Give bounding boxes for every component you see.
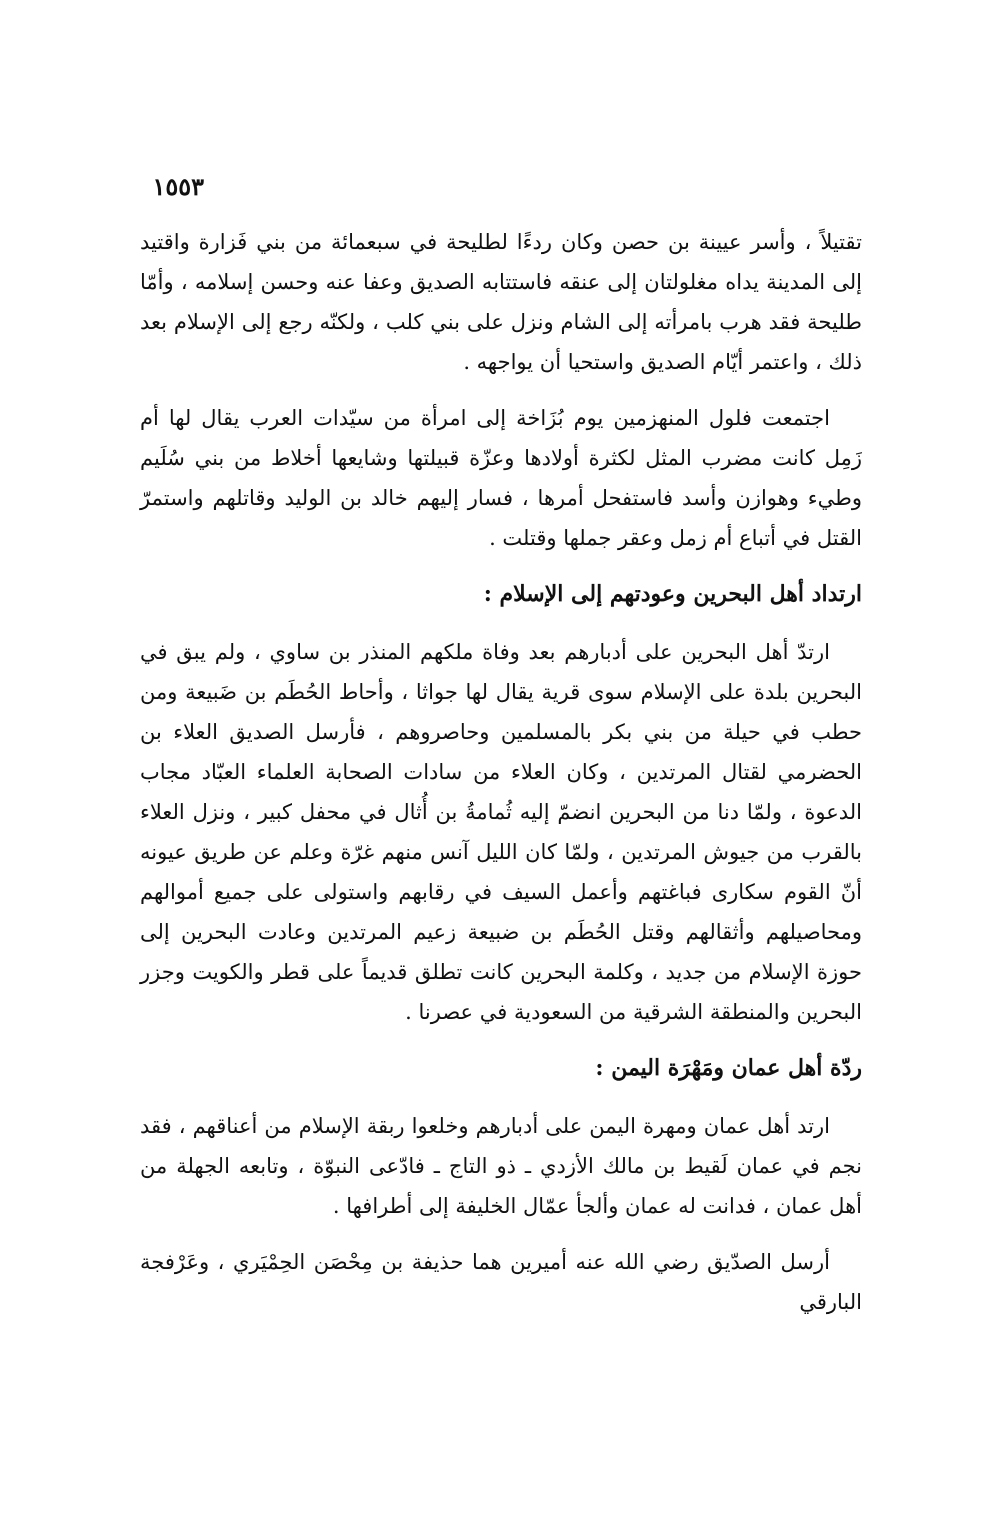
paragraph-bahrain: ارتدّ أهل البحرين على أدبارهم بعد وفاة ملكهم المنذر بن ساوي ، ولم يبق في البحرين بلدة على الإسلام سوى قرية يقال لها جواثا ، وأحاط الحُطَم بن ضَبيعة ومن حطب في حيلة من بني بكر بالمسلمين وحاصروهم ، فأرسل الصديق العلاء بن الحضرمي لقتال المرتدين ، وكان العلاء من سادات الصحابة العلماء العبّاد مجاب الدعوة ، ولمّا دنا من البحرين انضمّ إليه ثُمامةُ بن أُثال في محفل كبير ، ونزل العلاء بالقرب من جيوش المرتدين ، ولمّا كان الليل آنس منهم غرّة وعلم عن طريق عيونه أنّ القوم سكارى فباغتهم وأعمل السيف في رقابهم واستولى على جميع أموالهم ومحاصيلهم وأثقالهم وقتل الحُطَم بن ضبيعة زعيم المرتدين وعادت البحرين إلى حوزة الإسلام من جديد ، وكلمة البحرين كانت تطلق قديماً على قطر والكويت وجزر البحرين والمنطقة الشرقية من السعودية في عصرنا . [140,640,862,1024]
heading-oman-mahra: ردّة أهل عمان ومَهْرَة اليمن : [595,1055,862,1081]
page-body [140,222,862,1338]
paragraph-oman: ارتد أهل عمان ومهرة اليمن على أدبارهم وخلعوا ربقة الإسلام من أعناقهم ، فقد نجم في عمان لَقيط بن مالك الأزدي ـ ذو التاج ـ فادّعى النبوّة ، وتابعه الجهلة من أهل عمان ، فدانت له عمان وألجأ عمّال الخليفة إلى أطرافها . [140,1114,862,1218]
paragraph-tulayha: تقتيلاً ، وأسر عيينة بن حصن وكان ردءًا لطليحة في سبعمائة من بني فَزارة واقتيد إلى المدينة يداه مغلولتان إلى عنقه فاستتابه الصديق وعفا عنه وحسن إسلامه ، وأمّا طليحة فقد هرب بامرأته إلى الشام ونزل على بني كلب ، ولكنّه رجع إلى الإسلام بعد ذلك ، واعتمر أيّام الصديق واستحيا أن يواجهه . [140,230,862,374]
heading-bahrain: ارتداد أهل البحرين وعودتهم إلى الإسلام : [483,581,862,607]
paragraph-siddiq-envoys: أرسل الصدّيق رضي الله عنه أميرين هما حذيفة بن مِحْصَن الحِمْيَري ، وعَرْفجة البارقي [140,1250,862,1314]
paragraph-umm-zamil: اجتمعت فلول المنهزمين يوم بُزَاخة إلى امرأة من سيّدات العرب يقال لها أم زَمِل كانت مضرب المثل لكثرة أولادها وعزّة قبيلتها وشايعها أخلاط من بني سُلَيم وطيء وهوازن وأسد فاستفحل أمرها ، فسار إليهم خالد بن الوليد وقاتلهم واستمرّ القتل في أتباع أم زمل وعقر جملها وقتلت . [140,406,862,550]
page-number: ١٥٥٣ [152,172,204,201]
